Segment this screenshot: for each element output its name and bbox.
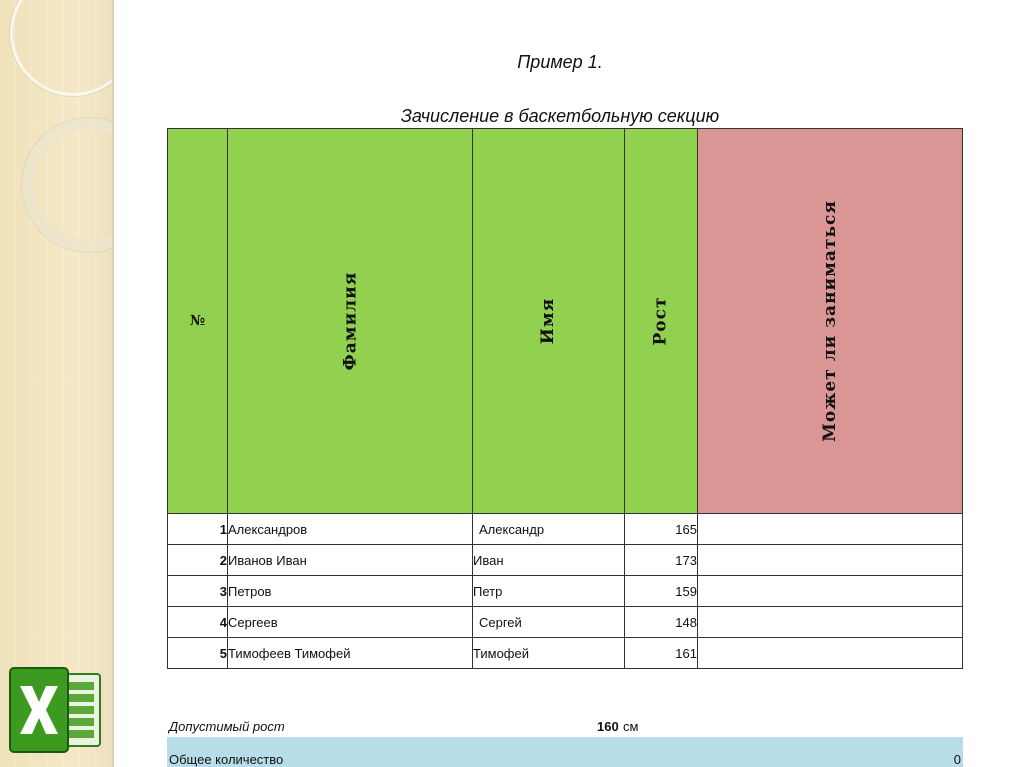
cell-can-train[interactable] [698, 638, 963, 669]
header-can-train[interactable] [698, 129, 963, 514]
cell-height[interactable]: 165 [625, 514, 698, 545]
header-name-label: Имя [538, 297, 559, 345]
cell-num[interactable]: 1 [168, 514, 228, 545]
header-height[interactable] [625, 129, 698, 514]
cell-num[interactable]: 3 [168, 576, 228, 607]
excel-logo-icon [6, 660, 106, 760]
cell-surname[interactable]: Сергеев [228, 607, 473, 638]
table-row [168, 545, 963, 576]
header-num-label: № [189, 313, 206, 329]
total-count-row [167, 737, 963, 767]
cell-surname[interactable]: Иванов Иван [228, 545, 473, 576]
cell-height[interactable]: 148 [625, 607, 698, 638]
header-height-label: Рост [650, 296, 671, 346]
cell-can-train[interactable] [698, 576, 963, 607]
cell-height[interactable]: 173 [625, 545, 698, 576]
allowed-height-label: Допустимый рост [169, 719, 285, 734]
total-count-value[interactable]: 0 [953, 752, 961, 767]
cell-height[interactable]: 161 [625, 638, 698, 669]
header-surname[interactable] [228, 129, 473, 514]
cell-can-train[interactable] [698, 514, 963, 545]
table-row [168, 576, 963, 607]
cell-name[interactable]: Петр [473, 576, 625, 607]
header-num[interactable] [168, 129, 228, 514]
cell-height[interactable]: 159 [625, 576, 698, 607]
cell-can-train[interactable] [698, 607, 963, 638]
header-surname-label: Фамилия [340, 271, 360, 371]
cell-surname[interactable]: Петров [228, 576, 473, 607]
total-count-label: Общее количество [169, 752, 284, 767]
allowed-height-unit: см [623, 719, 639, 734]
cell-name[interactable]: Иван [473, 545, 625, 576]
table-header-row [168, 129, 963, 514]
cell-num[interactable]: 5 [168, 638, 228, 669]
page-subtitle: Зачисление в баскетбольную секцию [400, 106, 720, 126]
header-name[interactable] [473, 129, 625, 514]
table-row [168, 514, 963, 545]
enrollment-table [167, 128, 963, 669]
cell-can-train[interactable] [698, 545, 963, 576]
cell-name[interactable]: Тимофей [473, 638, 625, 669]
cell-num[interactable]: 4 [168, 607, 228, 638]
cell-num[interactable]: 2 [168, 545, 228, 576]
decorative-ring [10, 0, 112, 96]
allowed-height-value[interactable]: 160 [597, 719, 619, 734]
cell-surname[interactable]: Александров [228, 514, 473, 545]
table-row [168, 638, 963, 669]
page-title: Пример 1. [517, 52, 603, 72]
cell-name[interactable]: Александр [473, 514, 625, 545]
cell-name[interactable]: Сергей [473, 607, 625, 638]
decorative-ring [22, 118, 112, 252]
header-can-train-label: Может ли заниматься [819, 200, 840, 442]
table-row [168, 607, 963, 638]
cell-surname[interactable]: Тимофеев Тимофей [228, 638, 473, 669]
